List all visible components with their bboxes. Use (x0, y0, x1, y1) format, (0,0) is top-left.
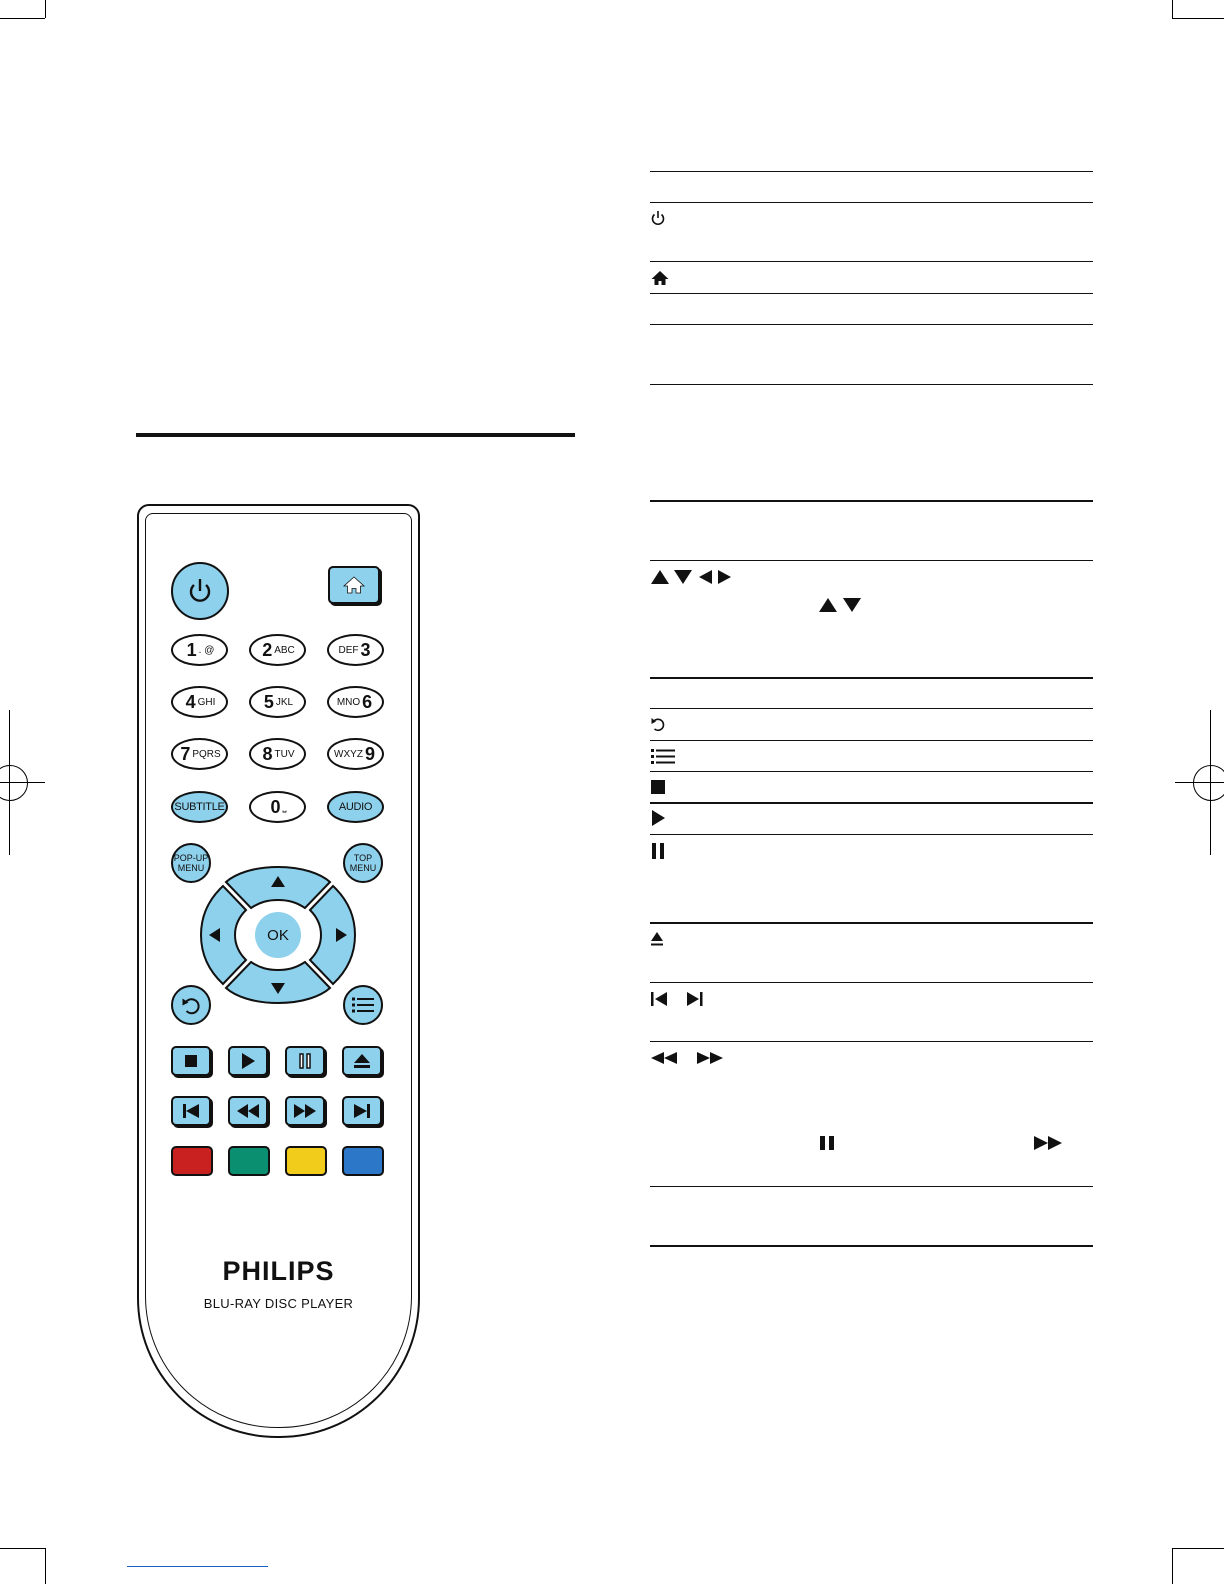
up-down-reference (818, 594, 864, 616)
green-button[interactable] (228, 1146, 270, 1176)
eject-icon (650, 930, 664, 948)
options-icon (351, 996, 375, 1014)
up-down-arrows-icon (818, 595, 864, 615)
eject-icon (353, 1052, 371, 1070)
product-label: BLU-RAY DISC PLAYER (203, 1296, 354, 1311)
key-6[interactable]: MNO 6 (327, 686, 384, 718)
key-2[interactable]: 2 ABC (249, 634, 306, 666)
blue-button[interactable] (342, 1146, 384, 1176)
back-button[interactable] (171, 985, 211, 1025)
play-row (650, 807, 666, 829)
options-row (650, 745, 676, 767)
key-9[interactable]: WXYZ 9 (327, 738, 384, 770)
key-8[interactable]: 8 TUV (249, 738, 306, 770)
pause-icon (298, 1053, 312, 1069)
nav-left-button[interactable] (201, 886, 246, 984)
back-row (650, 713, 666, 735)
previous-icon (182, 1103, 200, 1119)
eject-row (650, 928, 664, 950)
home-button[interactable] (328, 566, 380, 604)
previous-button[interactable] (171, 1096, 211, 1126)
rewind-button[interactable] (228, 1096, 268, 1126)
stop-icon (650, 779, 666, 795)
nav-right-button[interactable] (310, 886, 355, 984)
next-icon (353, 1103, 371, 1119)
back-icon (650, 715, 666, 733)
play-icon (650, 809, 666, 827)
play-icon (240, 1052, 256, 1070)
brand-logo: PHILIPS (222, 1256, 335, 1286)
home-row (650, 267, 670, 289)
pause-icon (818, 1134, 836, 1152)
rewind-forward-icon (650, 1049, 730, 1067)
nav-down-button[interactable] (226, 962, 330, 1003)
section-heading-rule (136, 433, 575, 437)
home-icon (342, 575, 366, 595)
power-row (650, 207, 666, 229)
audio-button[interactable]: AUDIO (327, 791, 384, 823)
rewind-icon (236, 1103, 260, 1119)
home-icon (650, 269, 670, 287)
options-icon (650, 747, 676, 765)
pause-button[interactable] (285, 1046, 325, 1076)
red-button[interactable] (171, 1146, 213, 1176)
eject-button[interactable] (342, 1046, 382, 1076)
popup-menu-button[interactable]: POP-UP MENU (171, 843, 211, 883)
top-menu-button[interactable]: TOP MENU (343, 843, 383, 883)
back-icon (181, 995, 201, 1015)
yellow-button[interactable] (285, 1146, 327, 1176)
fast-forward-icon (293, 1103, 317, 1119)
nav-up-button[interactable] (226, 867, 330, 908)
pause-reference (818, 1132, 836, 1154)
key-4[interactable]: 4 GHI (171, 686, 228, 718)
pause-row (650, 840, 666, 862)
fast-forward-icon (1033, 1134, 1065, 1152)
key-0[interactable]: 0 ⎵ (249, 791, 306, 823)
next-button[interactable] (342, 1096, 382, 1126)
fast-forward-button[interactable] (285, 1096, 325, 1126)
rewind-forward-row (650, 1047, 730, 1069)
key-3[interactable]: DEF 3 (327, 634, 384, 666)
navigation-row (650, 566, 738, 588)
ok-button[interactable]: OK (255, 912, 301, 958)
navigation-arrows-icon (650, 567, 738, 587)
power-icon (187, 577, 213, 605)
key-1[interactable]: 1 . @ (171, 634, 228, 666)
key-5[interactable]: 5 JKL (249, 686, 306, 718)
options-button[interactable] (343, 985, 383, 1025)
stop-row (650, 776, 666, 798)
footer-link-underline[interactable] (127, 1566, 268, 1567)
stop-icon (184, 1054, 198, 1068)
key-7[interactable]: 7 PQRS (171, 738, 228, 770)
fast-forward-reference (1033, 1132, 1065, 1154)
pause-icon (650, 842, 666, 860)
stop-button[interactable] (171, 1046, 211, 1076)
previous-next-icon (650, 990, 710, 1008)
subtitle-button[interactable]: SUBTITLE (171, 791, 228, 823)
power-button[interactable] (171, 562, 229, 620)
play-button[interactable] (228, 1046, 268, 1076)
previous-next-row (650, 988, 710, 1010)
power-icon (650, 209, 666, 227)
